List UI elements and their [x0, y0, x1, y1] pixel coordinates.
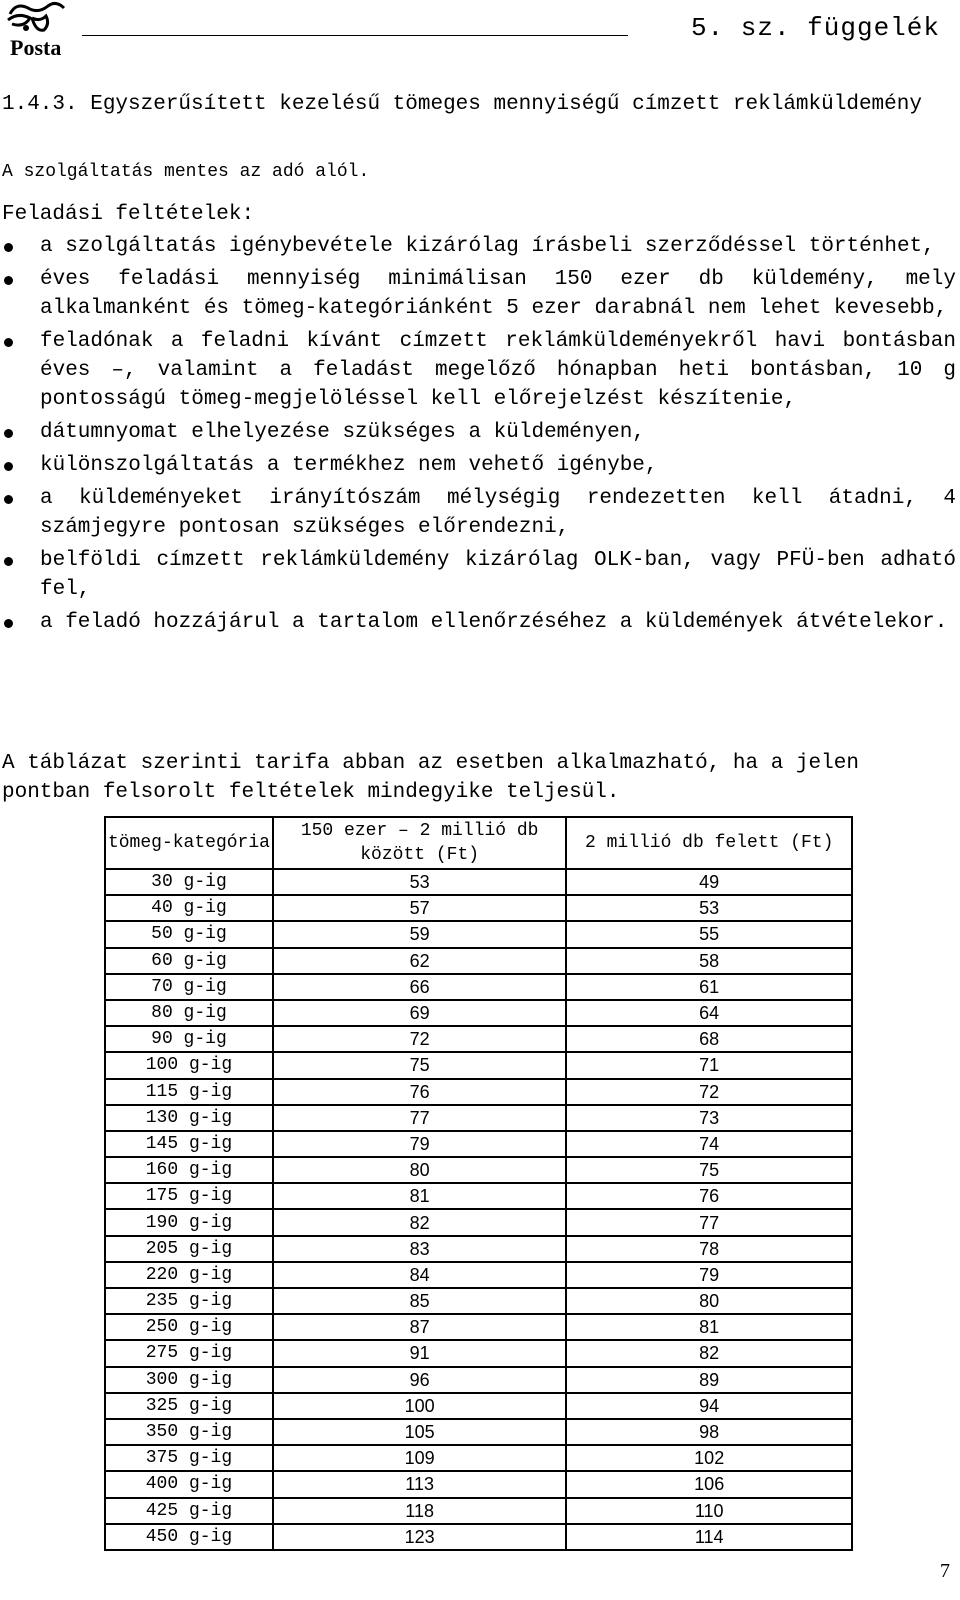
- rate-over-2m-cell: 74: [566, 1131, 852, 1157]
- rate-over-2m-cell: 49: [566, 869, 852, 895]
- table-row: [105, 1105, 852, 1131]
- weight-category-cell: 350 g-ig: [105, 1419, 273, 1445]
- bullet-icon: [4, 243, 13, 252]
- rate-over-2m-cell: 73: [566, 1105, 852, 1131]
- rate-over-2m-cell: 110: [566, 1498, 852, 1524]
- weight-category-cell: 300 g-ig: [105, 1367, 273, 1393]
- table-row: [105, 1498, 852, 1524]
- rate-over-2m-cell: 82: [566, 1340, 852, 1366]
- intro-text: A szolgáltatás mentes az adó alól.: [2, 162, 370, 182]
- bullet-icon: [4, 338, 13, 347]
- table-row: [105, 1340, 852, 1366]
- rate-over-2m-cell: 114: [566, 1524, 852, 1550]
- rate-over-2m-cell: 77: [566, 1209, 852, 1235]
- appendix-title: 5. sz. függelék: [690, 13, 940, 43]
- weight-category-cell: 130 g-ig: [105, 1105, 273, 1131]
- header-over-2m: 2 millió db felett (Ft): [566, 817, 852, 869]
- table-row: [105, 1524, 852, 1550]
- table-row: [105, 1209, 852, 1235]
- rate-150k-2m-cell: 57: [273, 895, 566, 921]
- table-row: [105, 921, 852, 947]
- table-row: [105, 1445, 852, 1471]
- weight-category-cell: 160 g-ig: [105, 1157, 273, 1183]
- rate-150k-2m-cell: 66: [273, 974, 566, 1000]
- weight-category-cell: 375 g-ig: [105, 1445, 273, 1471]
- weight-category-cell: 50 g-ig: [105, 921, 273, 947]
- rate-150k-2m-cell: 87: [273, 1314, 566, 1340]
- logo-wordmark: Posta: [10, 35, 62, 60]
- weight-category-cell: 80 g-ig: [105, 1000, 273, 1026]
- table-row: [105, 1288, 852, 1314]
- rate-over-2m-cell: 71: [566, 1052, 852, 1078]
- weight-category-cell: 190 g-ig: [105, 1209, 273, 1235]
- weight-category-cell: 115 g-ig: [105, 1079, 273, 1105]
- rate-over-2m-cell: 79: [566, 1262, 852, 1288]
- weight-category-cell: 450 g-ig: [105, 1524, 273, 1550]
- section-title: 1.4.3. Egyszerűsített kezelésű tömeges mennyiségű címzett reklámküldemény: [2, 93, 922, 116]
- list-item: feladónak a feladni kívánt címzett reklámküldeményekről havi bontásban éves –, valamint a feladást megelőző hónapban heti bontásban, 10 g pontosságú tömeg-megjelöléssel kell előrejelzést készítenie,: [0, 327, 956, 414]
- tariff-table: [104, 816, 853, 1551]
- tariff-table-body: [105, 869, 852, 1550]
- rate-over-2m-cell: 58: [566, 948, 852, 974]
- weight-category-cell: 220 g-ig: [105, 1262, 273, 1288]
- rate-over-2m-cell: 61: [566, 974, 852, 1000]
- table-row: [105, 1183, 852, 1209]
- table-row: [105, 869, 852, 895]
- header-weight-category: tömeg-kategória: [105, 817, 273, 869]
- weight-category-cell: 400 g-ig: [105, 1471, 273, 1497]
- list-item: különszolgáltatás a termékhez nem vehető igénybe,: [0, 451, 956, 480]
- rate-over-2m-cell: 89: [566, 1367, 852, 1393]
- posta-logo: [2, 0, 74, 62]
- rate-over-2m-cell: 55: [566, 921, 852, 947]
- table-row: [105, 948, 852, 974]
- weight-category-cell: 250 g-ig: [105, 1314, 273, 1340]
- list-item: belföldi címzett reklámküldemény kizárólag OLK-ban, vagy PFÜ-ben adható fel,: [0, 546, 956, 604]
- table-row: [105, 1367, 852, 1393]
- table-row: [105, 974, 852, 1000]
- list-item: a szolgáltatás igénybevétele kizárólag írásbeli szerződéssel történhet,: [0, 232, 956, 261]
- table-row: [105, 1393, 852, 1419]
- rate-over-2m-cell: 98: [566, 1419, 852, 1445]
- list-item: a feladó hozzájárul a tartalom ellenőrzéséhez a küldemények átvételekor.: [0, 608, 956, 637]
- rate-150k-2m-cell: 91: [273, 1340, 566, 1366]
- weight-category-cell: 275 g-ig: [105, 1340, 273, 1366]
- rate-150k-2m-cell: 62: [273, 948, 566, 974]
- table-row: [105, 895, 852, 921]
- table-row: [105, 1026, 852, 1052]
- table-row: [105, 1236, 852, 1262]
- rate-150k-2m-cell: 53: [273, 869, 566, 895]
- bullet-icon: [4, 495, 13, 504]
- rate-over-2m-cell: 102: [566, 1445, 852, 1471]
- list-item: éves feladási mennyiség minimálisan 150 ezer db küldemény, mely alkalmanként és tömeg-kategóriánként 5 ezer darabnál nem lehet kevesebb,: [0, 265, 956, 323]
- table-row: [105, 1471, 852, 1497]
- rate-150k-2m-cell: 69: [273, 1000, 566, 1026]
- table-header-row: [105, 817, 852, 869]
- rate-over-2m-cell: 53: [566, 895, 852, 921]
- table-row: [105, 1157, 852, 1183]
- bullet-icon: [4, 429, 13, 438]
- header-rule: [82, 35, 628, 36]
- rate-150k-2m-cell: 118: [273, 1498, 566, 1524]
- weight-category-cell: 235 g-ig: [105, 1288, 273, 1314]
- table-row: [105, 1000, 852, 1026]
- rate-over-2m-cell: 81: [566, 1314, 852, 1340]
- table-row: [105, 1131, 852, 1157]
- table-row: [105, 1052, 852, 1078]
- rate-over-2m-cell: 76: [566, 1183, 852, 1209]
- rate-150k-2m-cell: 83: [273, 1236, 566, 1262]
- rate-over-2m-cell: 64: [566, 1000, 852, 1026]
- rate-over-2m-cell: 80: [566, 1288, 852, 1314]
- rate-150k-2m-cell: 59: [273, 921, 566, 947]
- rate-over-2m-cell: 78: [566, 1236, 852, 1262]
- closing-paragraph: A táblázat szerinti tarifa abban az esetben alkalmazható, ha a jelen pontban felsorolt feltételek mindegyike teljesül.: [2, 752, 859, 804]
- rate-150k-2m-cell: 85: [273, 1288, 566, 1314]
- rate-over-2m-cell: 68: [566, 1026, 852, 1052]
- bullet-icon: [4, 557, 13, 566]
- list-item: dátumnyomat elhelyezése szükséges a küldeményen,: [0, 418, 956, 447]
- weight-category-cell: 70 g-ig: [105, 974, 273, 1000]
- rate-over-2m-cell: 72: [566, 1079, 852, 1105]
- weight-category-cell: 40 g-ig: [105, 895, 273, 921]
- bullet-icon: [4, 276, 13, 285]
- weight-category-cell: 30 g-ig: [105, 869, 273, 895]
- rate-150k-2m-cell: 79: [273, 1131, 566, 1157]
- rate-over-2m-cell: 94: [566, 1393, 852, 1419]
- weight-category-cell: 90 g-ig: [105, 1026, 273, 1052]
- rate-over-2m-cell: 106: [566, 1471, 852, 1497]
- rate-150k-2m-cell: 77: [273, 1105, 566, 1131]
- rate-150k-2m-cell: 75: [273, 1052, 566, 1078]
- rate-150k-2m-cell: 84: [273, 1262, 566, 1288]
- weight-category-cell: 325 g-ig: [105, 1393, 273, 1419]
- rate-150k-2m-cell: 105: [273, 1419, 566, 1445]
- weight-category-cell: 60 g-ig: [105, 948, 273, 974]
- bullet-icon: [4, 619, 13, 628]
- conditions-heading: Feladási feltételek:: [2, 203, 255, 226]
- rate-150k-2m-cell: 76: [273, 1079, 566, 1105]
- rate-150k-2m-cell: 72: [273, 1026, 566, 1052]
- weight-category-cell: 175 g-ig: [105, 1183, 273, 1209]
- list-item: a küldeményeket irányítószám mélységig rendezetten kell átadni, 4 számjegyre pontosan szükséges előrendezni,: [0, 484, 956, 542]
- rate-150k-2m-cell: 123: [273, 1524, 566, 1550]
- rate-150k-2m-cell: 109: [273, 1445, 566, 1471]
- rate-150k-2m-cell: 81: [273, 1183, 566, 1209]
- rate-150k-2m-cell: 100: [273, 1393, 566, 1419]
- rate-over-2m-cell: 75: [566, 1157, 852, 1183]
- table-row: [105, 1419, 852, 1445]
- rate-150k-2m-cell: 96: [273, 1367, 566, 1393]
- table-row: [105, 1262, 852, 1288]
- page-number: 7: [940, 1560, 950, 1582]
- rate-150k-2m-cell: 80: [273, 1157, 566, 1183]
- rate-150k-2m-cell: 82: [273, 1209, 566, 1235]
- weight-category-cell: 205 g-ig: [105, 1236, 273, 1262]
- table-row: [105, 1079, 852, 1105]
- conditions-list: [0, 232, 960, 641]
- rate-150k-2m-cell: 113: [273, 1471, 566, 1497]
- weight-category-cell: 100 g-ig: [105, 1052, 273, 1078]
- header-150k-2m: 150 ezer – 2 millió db között (Ft): [273, 817, 566, 869]
- table-row: [105, 1314, 852, 1340]
- bullet-icon: [4, 462, 13, 471]
- weight-category-cell: 425 g-ig: [105, 1498, 273, 1524]
- weight-category-cell: 145 g-ig: [105, 1131, 273, 1157]
